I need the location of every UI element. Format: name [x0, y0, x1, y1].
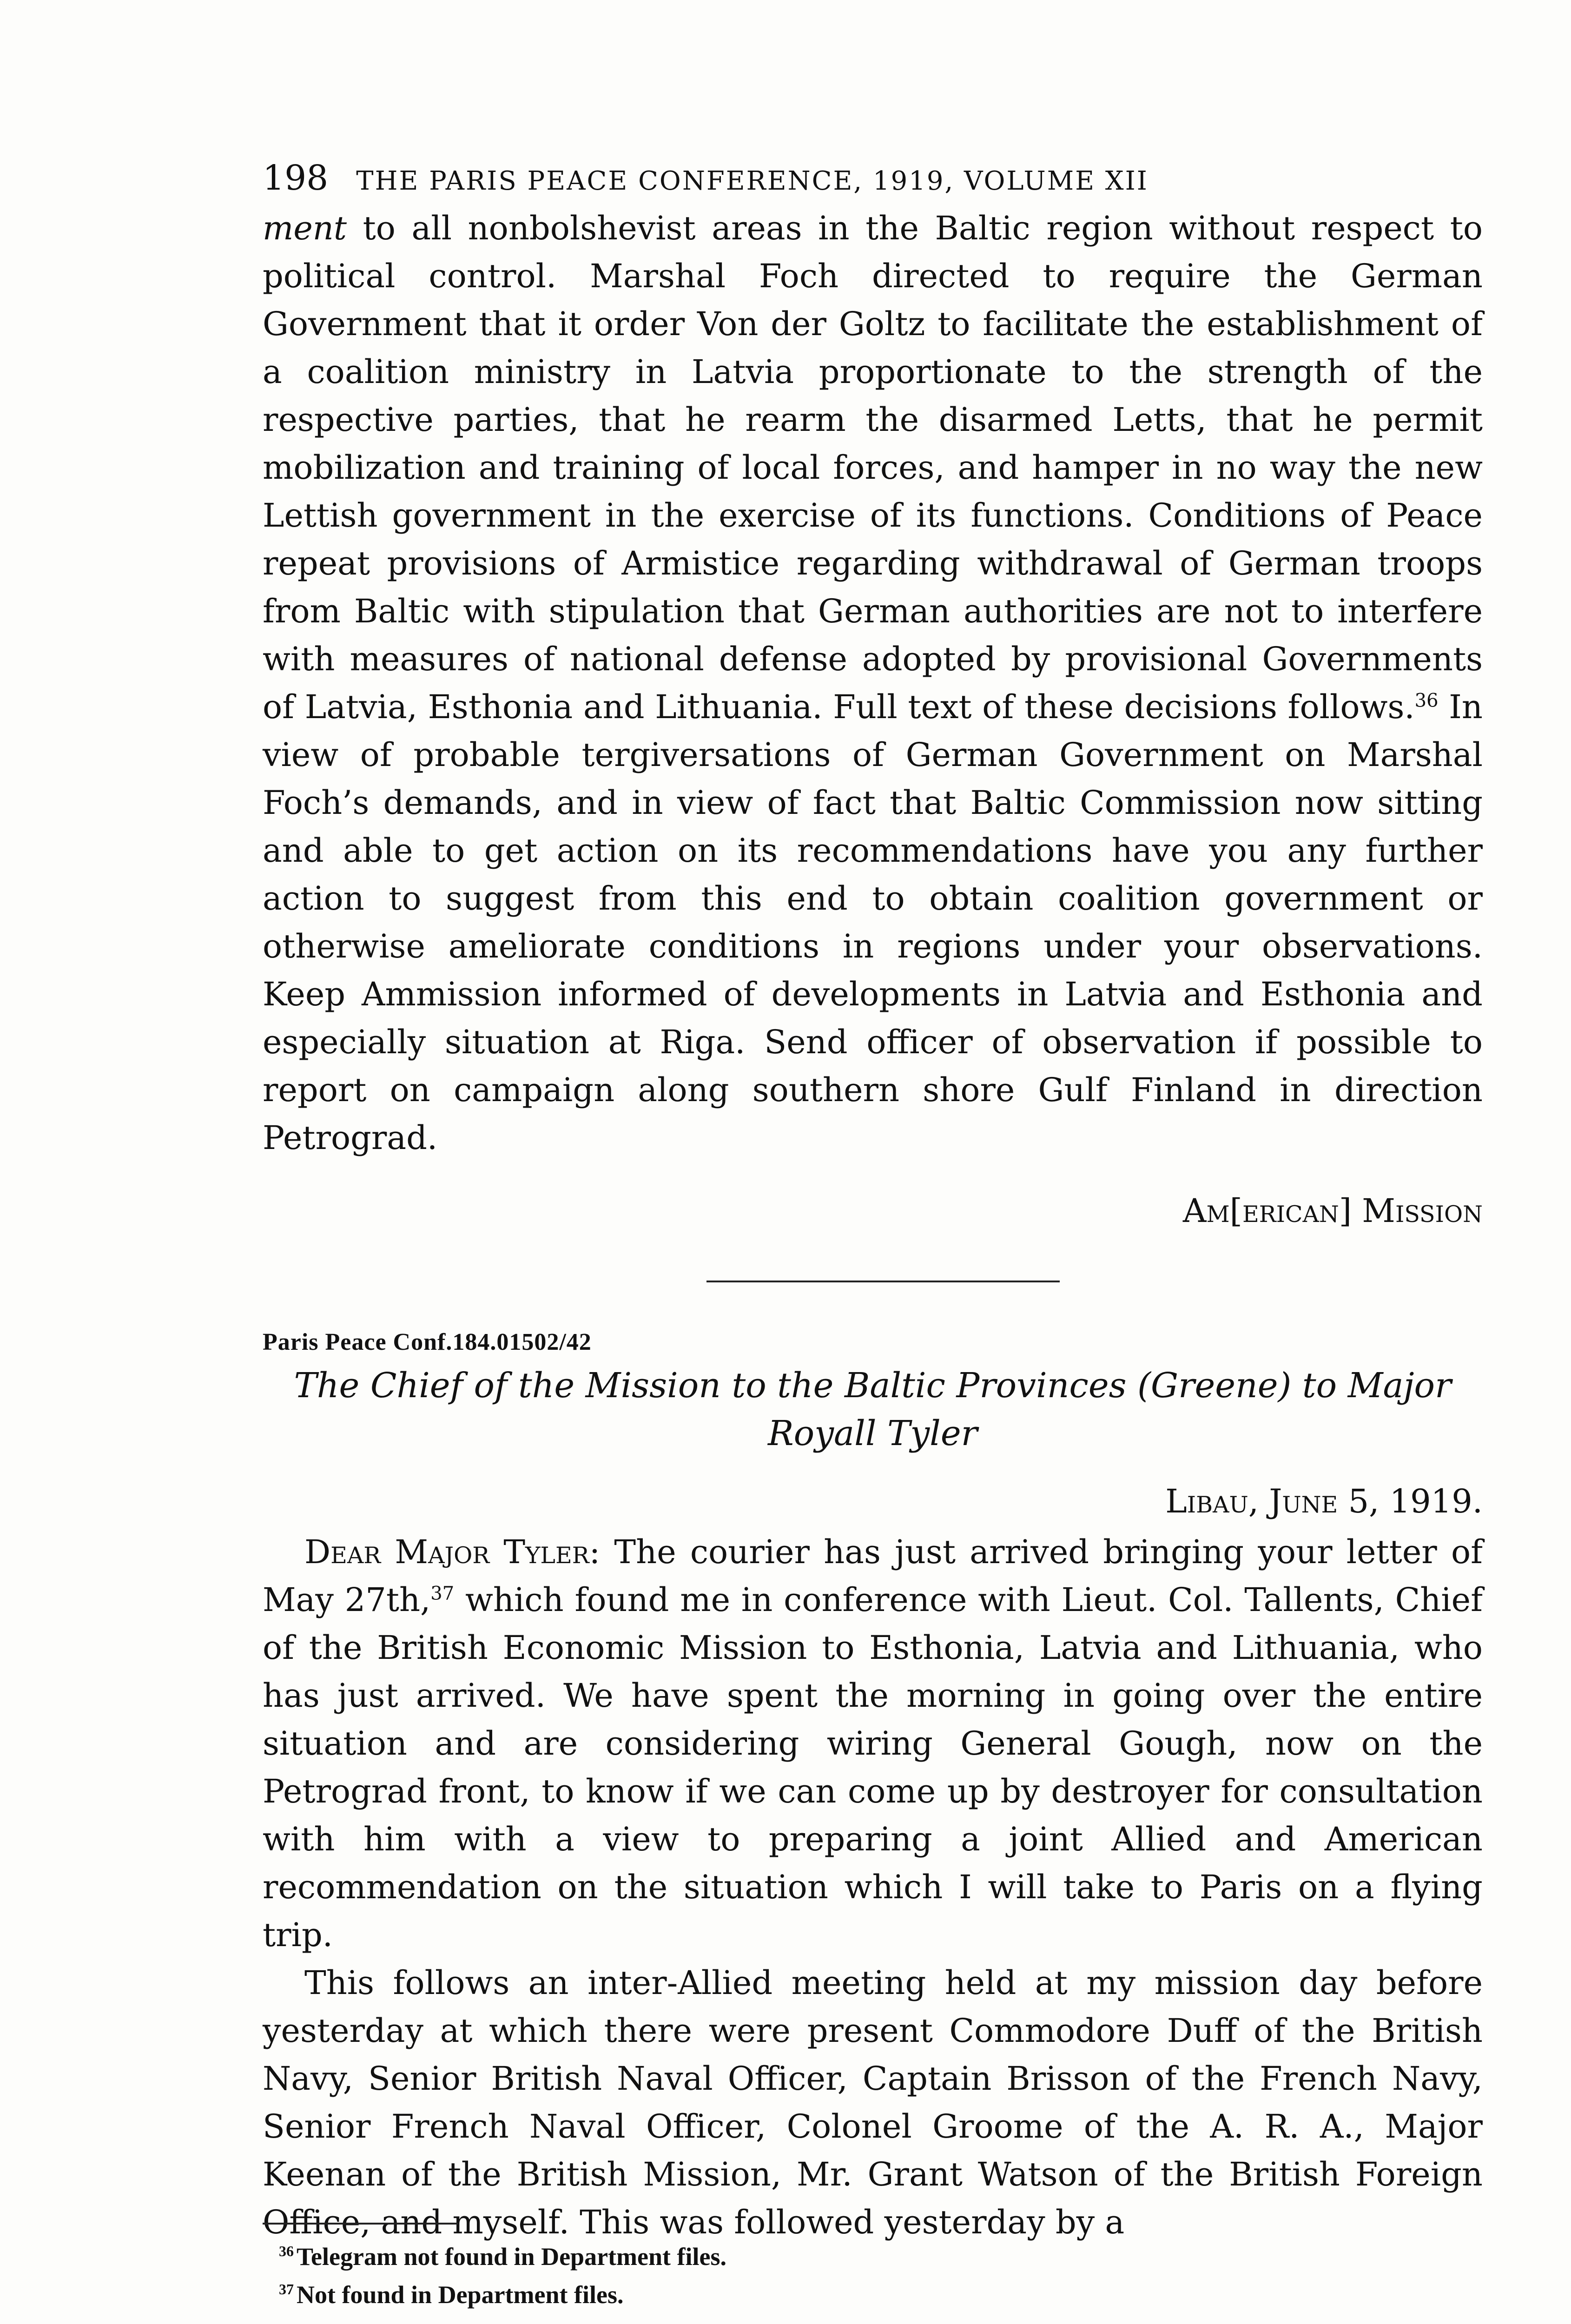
dateline: Libau, June 5, 1919. — [1165, 1482, 1483, 1520]
continuation-lead-italic: ment — [263, 209, 347, 247]
footnote-item — [279, 2273, 1441, 2311]
footnote-mark: 37 — [279, 2281, 294, 2298]
document-title: The Chief of the Mission to the Baltic Provinces (Greene) to Major Royall Tyler — [294, 1366, 1452, 1453]
letter-paragraph-1 — [263, 1528, 1483, 1959]
page-number: 198 — [263, 158, 329, 198]
continuation-block — [263, 205, 1483, 1162]
file-reference: Paris Peace Conf.184.01502/42 — [263, 1329, 592, 1355]
continuation-text-a: to all nonbolshevist areas in the Baltic region without respect to political control. Marshal Foch directed to require the German Government that it order Von der Goltz to facilitate the establishment of a coalition ministry in Latvia proportionate to the strength of the respective parties, that he rearm the disarmed Letts, that he permit mobilization and training of local forces, and hamper in no way the new Lettish government in the exercise of its functions. Conditions of Peace repeat provisions of Armistice regarding withdrawal of German troops from Baltic with stipulation that German authorities are not to interfere with measures of national defense adopted by provisional Governments of Latvia, Esthonia and Lithuania. Full text of these decisions follows. — [263, 209, 1483, 726]
signature: Am[erican] Mission — [1182, 1192, 1483, 1230]
letter-body — [263, 1528, 1483, 2246]
salutation: Dear Major Tyler: — [304, 1533, 601, 1571]
continuation-paragraph — [263, 205, 1483, 1162]
footnote-ref-36: 36 — [1414, 690, 1439, 712]
letter-p1-text-b: which found me in conference with Lieut. Col. Tallents, Chief of the British Economic Mission to Esthonia, Latvia and Lithuania, who has just arrived. We have spent the morning in going over the entire situation and are considering wiring General Gough, now on the Petrograd front, to know if we can come up by destroyer for consultation with him with a view to preparing a joint Allied and American recommendation on the situation which I will take to Paris on a flying trip. — [263, 1581, 1483, 1954]
page-header — [263, 158, 1483, 198]
footnote-item — [279, 2235, 1441, 2273]
footnote-text: Not found in Department files. — [297, 2281, 624, 2309]
continuation-text-b: In view of probable tergiversations of German Government on Marshal Foch’s demands, and in view of fact that Baltic Commission now sitting and able to get action on its recommendations have you any further action to suggest from this end to obtain coalition government or otherwise ameliorate conditions in regions under your observations. Keep Ammission informed of developments in Latvia and Esthonia and especially situation at Riga. Send officer of observation if possible to report on campaign along southern shore Gulf Finland in direction Petrograd. — [263, 688, 1483, 1157]
running-head: THE PARIS PEACE CONFERENCE, 1919, VOLUME XII — [356, 166, 1149, 196]
footnote-ref-37: 37 — [430, 1583, 455, 1604]
footnote-rule — [263, 2223, 458, 2225]
letter-p1-text-a: The courier has just arrived bringing your letter of May 27th, — [263, 1533, 1483, 1619]
letter-paragraph-2: This follows an inter-Allied meeting held at my mission day before yesterday at which there were present Commodore Duff of the British Navy, Senior British Naval Officer, Captain Brisson of the French Navy, Senior French Naval Officer, Colonel Groome of the A. R. A., Major Keenan of the British Mission, Mr. Grant Watson of the British Foreign Office, and myself. This was followed yesterday by a — [263, 1964, 1483, 2241]
section-divider — [706, 1281, 1060, 1282]
footnotes — [279, 2235, 1441, 2311]
footnote-text: Telegram not found in Department files. — [297, 2243, 726, 2271]
footnote-mark: 36 — [279, 2243, 294, 2259]
